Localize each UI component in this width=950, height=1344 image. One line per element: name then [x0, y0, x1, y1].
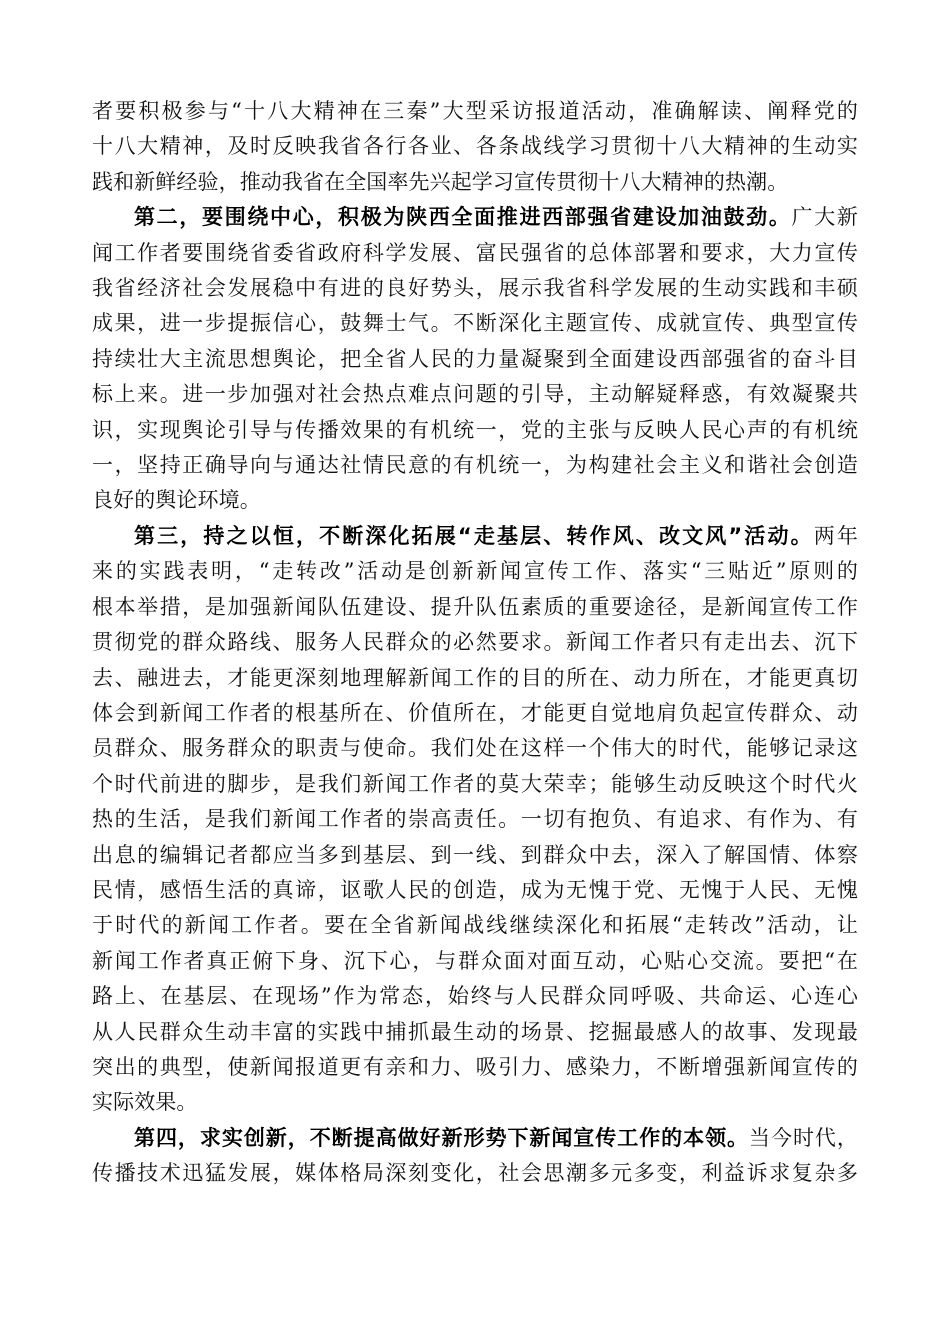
paragraph-2: [92, 200, 858, 519]
text-line: 十八大精神，及时反映我省各行各业、各条战线学习贯彻十八大精神的生动实: [92, 134, 858, 159]
text-line: 我省经济社会发展稳中有进的良好势头，展示我省科学发展的生动实践和丰硕: [92, 276, 858, 301]
text-line: 识，实现舆论引导与传播效果的有机统一，党的主张与反映人民心声的有机统: [92, 417, 858, 442]
text-line: 体会到新闻工作者的根基所在、价值所在，才能更自觉地肩负起宣传群众、动: [92, 700, 858, 725]
text-run: 两年: [813, 523, 858, 548]
text-line: 闻工作者要围绕省委省政府科学发展、富民强省的总体部署和要求，大力宣传: [92, 240, 858, 265]
text-run: 广大新: [791, 205, 858, 230]
text-line: 来的实践表明，“走转改”活动是创新新闻宣传工作、落实“三贴近”原则的: [92, 559, 858, 584]
text-line: 持续壮大主流思想舆论，把全省人民的力量凝聚到全面建设西部强省的奋斗目: [92, 346, 858, 371]
text-line: 标上来。进一步加强对社会热点难点问题的引导，主动解疑释惑，有效凝聚共: [92, 382, 858, 407]
text-line: 一，坚持正确导向与通达社情民意的有机统一，为构建社会主义和谐社会创造: [92, 453, 858, 478]
text-line: 实际效果。: [92, 1090, 198, 1115]
paragraph-first-line: [92, 1121, 858, 1156]
text-line: 者要积极参与“十八大精神在三秦”大型采访报道活动，准确解读、阐释党的: [92, 99, 858, 123]
text-line: 民情，感悟生活的真谛，讴歌人民的创造，成为无愧于党、无愧于人民、无愧: [92, 877, 858, 902]
text-line: 于时代的新闻工作者。要在全省新闻战线继续深化和拓展“走转改”活动，让: [92, 913, 858, 938]
text-line: 贯彻党的群众路线、服务人民群众的必然要求。新闻工作者只有走出去、沉下: [92, 630, 858, 655]
text-line: 从人民群众生动丰富的实践中捕抓最生动的场景、挖掘最感人的故事、发现最: [92, 1019, 858, 1044]
text-line: 新闻工作者真正俯下身、沉下心，与群众面对面互动，心贴心交流。要把“在: [92, 948, 858, 973]
text-line: 员群众、服务群众的职责与使命。我们处在这样一个伟大的时代，能够记录这: [92, 736, 858, 761]
paragraph-3: [92, 519, 858, 1121]
paragraph-first-line: [92, 519, 858, 554]
paragraph-1: [92, 94, 858, 200]
paragraph-heading: 第四，求实创新，不断提高做好新形势下新闻宣传工作的本领。: [134, 1125, 750, 1150]
text-run: 当今时代，: [749, 1125, 858, 1150]
paragraph-heading: 第三，持之以恒，不断深化拓展“走基层、转作风、改文风”活动。: [134, 523, 814, 548]
text-line: 热的生活，是我们新闻工作者的崇高责任。一切有抱负、有追求、有作为、有: [92, 807, 858, 832]
paragraph-heading: 第二，要围绕中心，积极为陕西全面推进西部强省建设加油鼓劲。: [134, 205, 792, 230]
text-line: 传播技术迅猛发展，媒体格局深刻变化，社会思潮多元多变，利益诉求复杂多: [92, 1161, 858, 1186]
text-line: 根本举措，是加强新闻队伍建设、提升队伍素质的重要途径，是新闻宣传工作: [92, 594, 858, 619]
text-line: 出息的编辑记者都应当多到基层、到一线、到群众中去，深入了解国情、体察: [92, 842, 858, 867]
paragraph-first-line: [92, 200, 858, 235]
paragraph-4: [92, 1121, 858, 1192]
text-line: 践和新鲜经验，推动我省在全国率先兴起学习宣传贯彻十八大精神的热潮。: [92, 169, 789, 194]
text-line: 突出的典型，使新闻报道更有亲和力、吸引力、感染力，不断增强新闻宣传的: [92, 1054, 858, 1079]
text-line: 路上、在基层、在现场”作为常态，始终与人民群众同呼吸、共命运、心连心: [92, 984, 858, 1009]
text-line: 良好的舆论环境。: [92, 488, 261, 513]
document-page: [92, 94, 858, 1192]
text-line: 成果，进一步提振信心，鼓舞士气。不断深化主题宣传、成就宣传、典型宣传: [92, 311, 858, 336]
text-line: 个时代前进的脚步，是我们新闻工作者的莫大荣幸；能够生动反映这个时代火: [92, 771, 858, 796]
text-line: 去、融进去，才能更深刻地理解新闻工作的目的所在、动力所在，才能更真切: [92, 665, 858, 690]
